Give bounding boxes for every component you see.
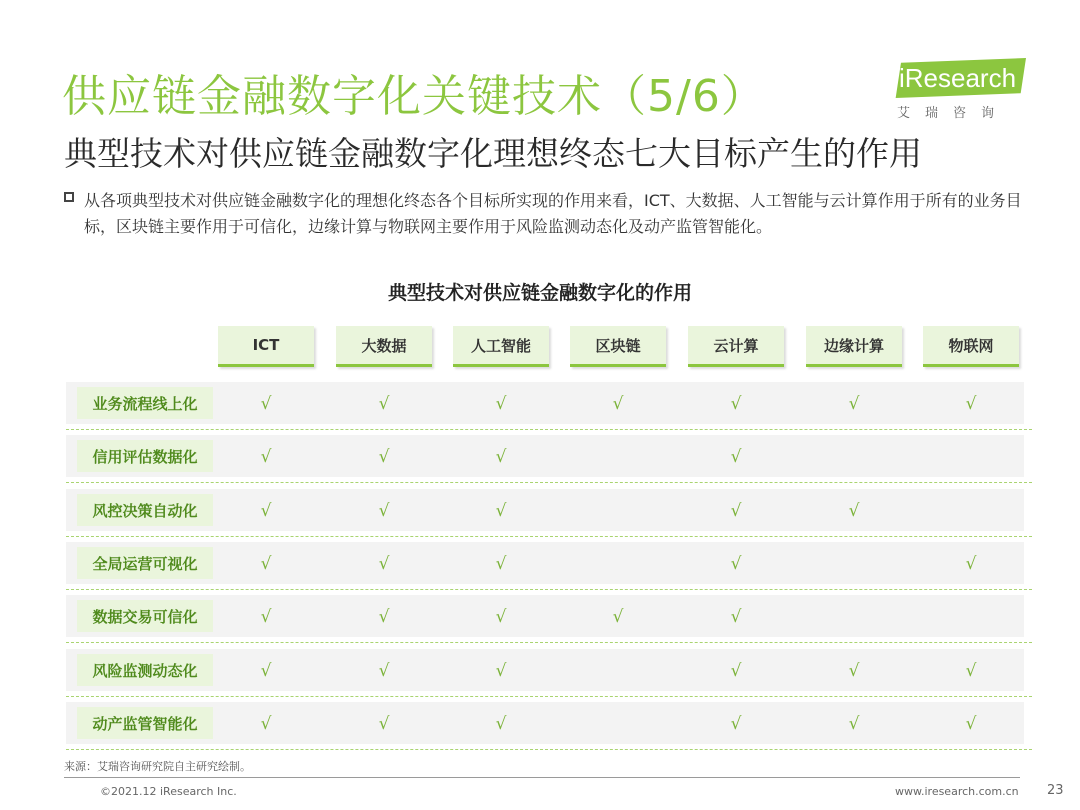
check-mark-icon: √ [260, 607, 272, 627]
row-divider [66, 536, 1032, 537]
check-mark-icon: √ [730, 394, 742, 414]
column-header: 云计算 [688, 326, 784, 367]
check-mark-icon: √ [378, 714, 390, 734]
check-mark-icon: √ [848, 501, 860, 521]
check-mark-icon: √ [260, 714, 272, 734]
check-mark-icon: √ [495, 607, 507, 627]
row-label: 业务流程线上化 [77, 387, 213, 419]
logo-brand: iResearch [899, 63, 1017, 93]
column-header: 边缘计算 [806, 326, 902, 367]
check-mark-icon: √ [730, 501, 742, 521]
row-label: 全局运营可视化 [77, 547, 213, 579]
check-mark-icon: √ [848, 661, 860, 681]
table-title: 典型技术对供应链金融数字化的作用 [387, 282, 692, 304]
check-mark-icon: √ [378, 394, 390, 414]
check-mark-icon: √ [495, 501, 507, 521]
check-mark-icon: √ [730, 714, 742, 734]
check-mark-icon: √ [848, 394, 860, 414]
iresearch-logo [893, 58, 1028, 128]
check-mark-icon: √ [495, 554, 507, 574]
row-label: 风控决策自动化 [77, 494, 213, 526]
row-divider [66, 749, 1032, 750]
column-header: ICT [218, 326, 314, 367]
check-mark-icon: √ [965, 394, 977, 414]
page-subtitle: 典型技术对供应链金融数字化理想终态七大目标产生的作用 [64, 134, 922, 173]
check-mark-icon: √ [260, 447, 272, 467]
check-mark-icon: √ [848, 714, 860, 734]
row-label: 动产监管智能化 [77, 707, 213, 739]
copyright: ©2021.12 iResearch Inc. [100, 785, 237, 798]
check-mark-icon: √ [730, 447, 742, 467]
check-mark-icon: √ [965, 661, 977, 681]
check-mark-icon: √ [378, 607, 390, 627]
check-mark-icon: √ [378, 501, 390, 521]
row-label: 信用评估数据化 [77, 440, 213, 472]
row-divider [66, 482, 1032, 483]
check-mark-icon: √ [260, 394, 272, 414]
summary-text: 从各项典型技术对供应链金融数字化的理想化终态各个目标所实现的作用来看，ICT、大数据、人工智能与云计算作用于所有的业务目标，区块链主要作用于可信化，边缘计算与物联网主要作用于风险监测动态化及动产监管智能化。 [84, 191, 1022, 236]
check-mark-icon: √ [378, 661, 390, 681]
check-mark-icon: √ [260, 554, 272, 574]
column-header: 物联网 [923, 326, 1019, 367]
check-mark-icon: √ [612, 607, 624, 627]
row-divider [66, 642, 1032, 643]
logo-subtitle: 艾瑞咨询 [897, 106, 1010, 121]
footer-url: www.iresearch.com.cn [895, 785, 1019, 798]
check-mark-icon: √ [495, 394, 507, 414]
check-mark-icon: √ [612, 394, 624, 414]
check-mark-icon: √ [260, 501, 272, 521]
row-divider [66, 696, 1032, 697]
check-mark-icon: √ [260, 661, 272, 681]
column-header: 区块链 [570, 326, 666, 367]
page-number: 23 [1047, 783, 1064, 798]
column-header: 人工智能 [453, 326, 549, 367]
check-mark-icon: √ [965, 714, 977, 734]
page-title: 供应链金融数字化关键技术（5/6） [62, 71, 766, 122]
check-mark-icon: √ [730, 661, 742, 681]
footer-divider [64, 777, 1020, 778]
check-mark-icon: √ [378, 554, 390, 574]
row-divider [66, 589, 1032, 590]
row-divider [66, 429, 1032, 430]
column-header: 大数据 [336, 326, 432, 367]
summary-bullet [64, 188, 1039, 240]
check-mark-icon: √ [378, 447, 390, 467]
check-mark-icon: √ [730, 554, 742, 574]
square-bullet-icon [64, 192, 74, 202]
row-label: 风险监测动态化 [77, 654, 213, 686]
check-mark-icon: √ [495, 447, 507, 467]
check-mark-icon: √ [730, 607, 742, 627]
row-label: 数据交易可信化 [77, 600, 213, 632]
check-mark-icon: √ [495, 661, 507, 681]
check-mark-icon: √ [965, 554, 977, 574]
check-mark-icon: √ [495, 714, 507, 734]
source-note: 来源：艾瑞咨询研究院自主研究绘制。 [64, 760, 251, 773]
